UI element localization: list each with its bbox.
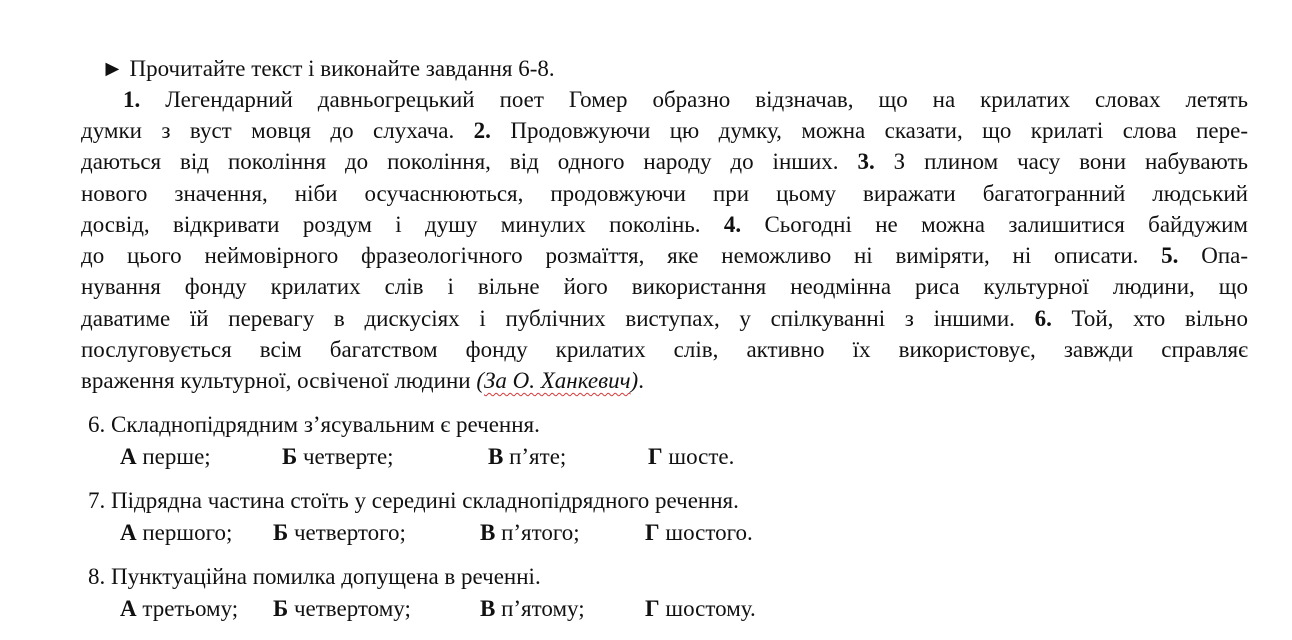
passage-text: думки з вуст мовця до слухача. [81, 118, 474, 143]
question-number: 8. [88, 564, 106, 589]
passage-text: нування фонду крилатих слів і вільне його використання неодмінна риса культурної людини, що [81, 274, 1248, 299]
passage-text: Легендарний давньогрецький поет Гомер образно відзначав, що на крилатих словах летять [140, 87, 1248, 112]
option-g[interactable]: Г шосте. [648, 444, 735, 469]
sentence-number: 4. [723, 212, 742, 237]
passage-line [81, 209, 1248, 240]
sentence-number: 2. [473, 118, 491, 143]
passage-text: З плином часу вони набувають [874, 149, 1248, 174]
passage-line [81, 303, 1248, 334]
passage-last-line: враження культурної, освіченої людини (За О. Ханкевич). [81, 368, 644, 393]
sentence-number: 1. [123, 87, 141, 112]
passage-line [81, 178, 1248, 209]
option-v[interactable]: В п’яте; [488, 444, 567, 469]
question-text: Пунктуаційна помилка допущена в реченні. [111, 564, 541, 589]
question-text: Складнопідрядним з’ясувальним є речення. [111, 412, 540, 437]
question-number: 7. [88, 488, 106, 513]
option-g[interactable]: Г шостому. [645, 596, 756, 621]
passage-line [81, 146, 1248, 177]
passage-text: Сьогодні не можна залишитися байдужим [741, 212, 1248, 237]
passage-line [81, 334, 1248, 365]
option-b[interactable]: Б четверте; [282, 444, 394, 469]
passage-line [81, 240, 1248, 271]
option-v[interactable]: В п’ятого; [480, 520, 580, 545]
passage-text: до цього неймовірного фразеологічного розмаїття, яке неможливо ні виміряти, ні описати. [81, 243, 1162, 268]
question-6 [88, 409, 540, 440]
option-a[interactable]: А третьому; [120, 596, 239, 621]
passage-line [81, 271, 1248, 302]
passage-text: Той, хто вільно [1051, 306, 1248, 331]
sentence-number: 5. [1161, 243, 1179, 268]
passage-text: Опа- [1178, 243, 1248, 268]
passage-line [123, 84, 1248, 115]
question-7 [88, 485, 739, 516]
question-8 [88, 561, 541, 592]
passage-text: даються від покоління до покоління, від одного народу до інших. [81, 149, 858, 174]
passage-text: нового значення, ніби осучаснюються, продовжуючи при цьому виражати багатогранний людський [81, 181, 1248, 206]
option-v[interactable]: В п’ятому; [480, 596, 585, 621]
author-citation: За О. Ханкевич [483, 368, 631, 393]
passage-line [81, 115, 1248, 146]
option-b[interactable]: Б четвертого; [273, 520, 406, 545]
passage-text: послуговується всім багатством фонду крилатих слів, активно їх використовує, завжди справляє [81, 337, 1248, 362]
sentence-number: 3. [857, 149, 875, 174]
option-b[interactable]: Б четвертому; [273, 596, 411, 621]
passage-final-text: враження культурної, освіченої людини [81, 368, 477, 393]
question-text: Підрядна частина стоїть у середині складнопідрядного речення. [111, 488, 739, 513]
option-a[interactable]: А першого; [120, 520, 233, 545]
sentence-number: 6. [1034, 306, 1052, 331]
question-number: 6. [88, 412, 106, 437]
instruction [101, 53, 555, 84]
passage-text: Продовжуючи цю думку, можна сказати, що крилаті слова пере- [490, 118, 1248, 143]
passage-text: даватиме їй перевагу в дискусіях і публічних виступах, у спілкуванні з іншими. [81, 306, 1035, 331]
option-g[interactable]: Г шостого. [645, 520, 753, 545]
play-arrow-icon: ► [101, 56, 124, 81]
option-a[interactable]: А перше; [120, 444, 211, 469]
instruction-text: Прочитайте текст і виконайте завдання 6-8. [129, 56, 555, 81]
passage-text: досвід, відкривати роздум і душу минулих поколінь. [81, 212, 724, 237]
